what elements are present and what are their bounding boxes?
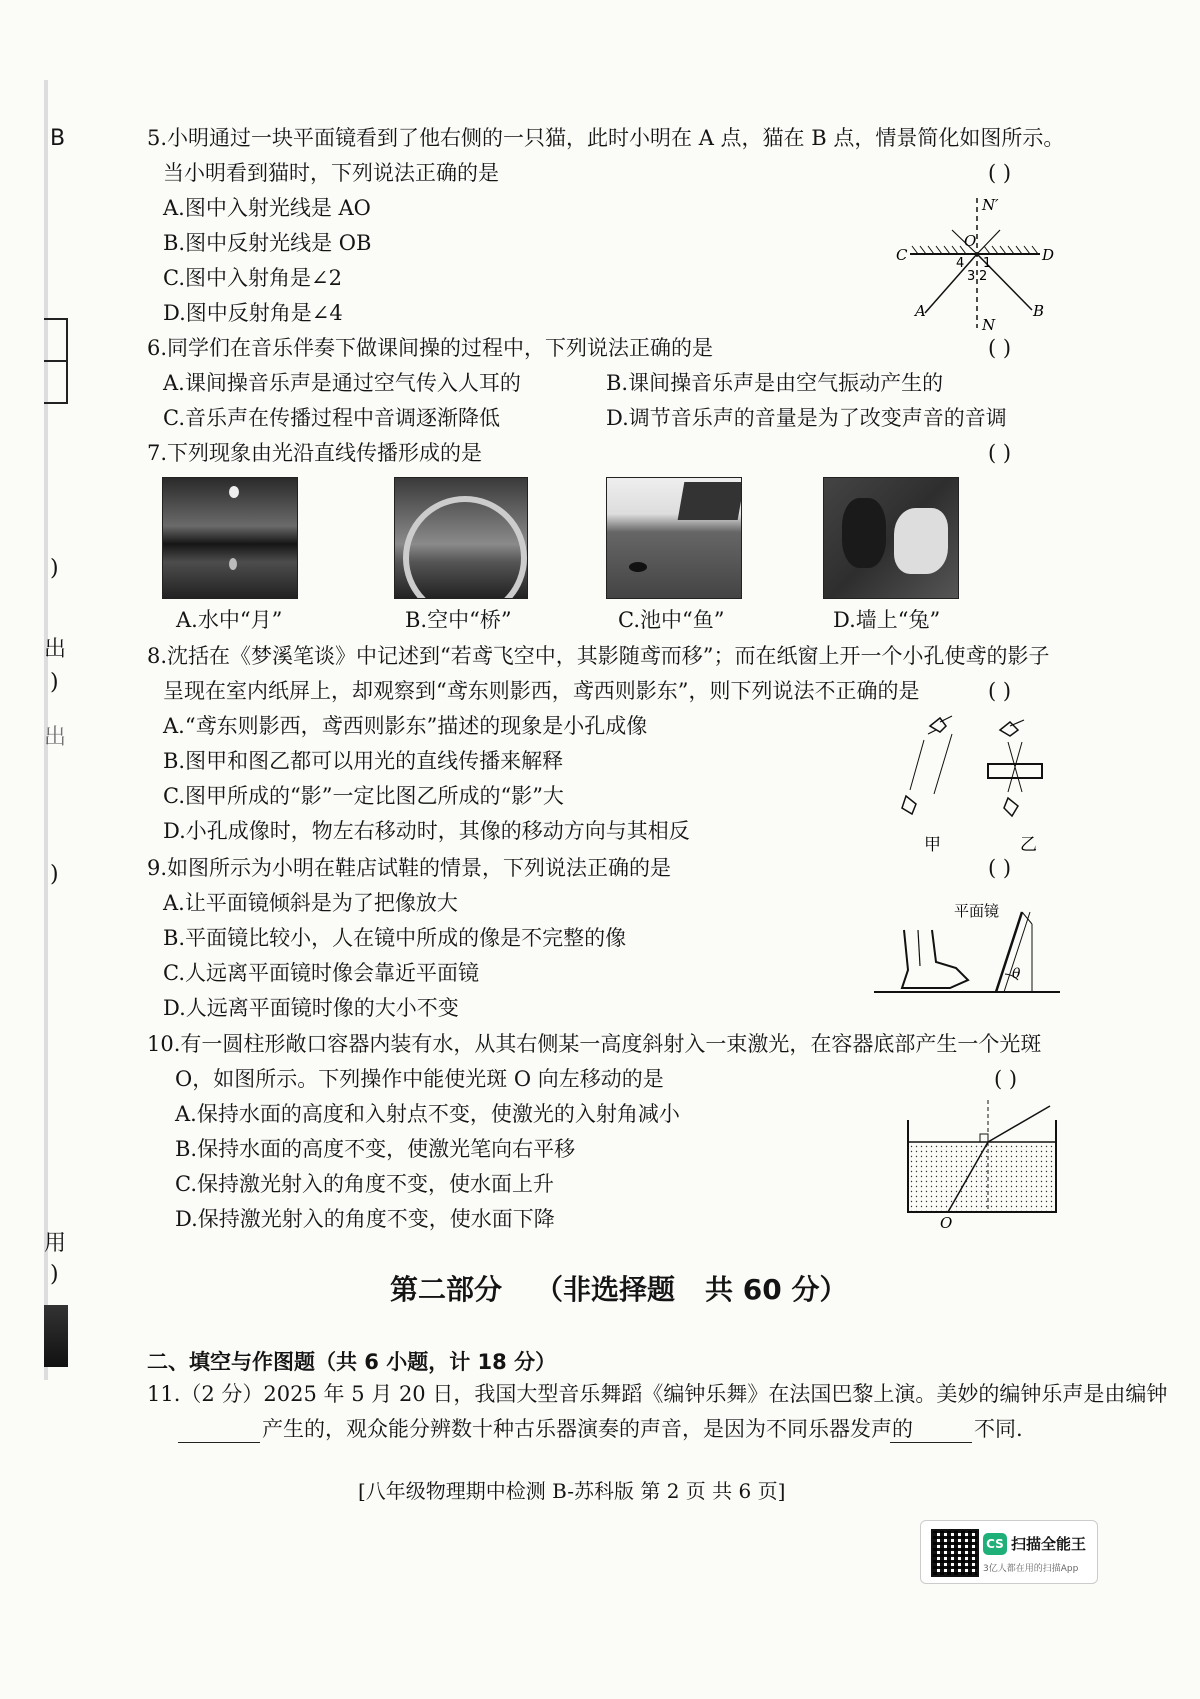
q8-stem-line1: 8.沈括在《梦溪笔谈》中记述到“若鸢飞空中，其影随鸢而移”；而在纸窗上开一个小孔使鸢的影子 <box>147 644 1050 668</box>
q11-stem-line2b: 不同. <box>974 1417 1023 1441</box>
q6-stem: 6.同学们在音乐伴奏下做课间操的过程中，下列说法正确的是 <box>147 336 714 360</box>
q7-caption-c: C.池中“鱼” <box>618 608 725 632</box>
q10-option-b: B.保持水面的高度不变，使激光笔向右平移 <box>175 1137 576 1161</box>
fish-shape <box>629 562 647 572</box>
q9-stem: 9.如图所示为小明在鞋店试鞋的情景，下列说法正确的是 <box>147 856 672 880</box>
q6-option-c: C.音乐声在传播过程中音调逐渐降低 <box>163 406 500 430</box>
margin-box-divider <box>44 360 66 362</box>
margin-dark-block <box>44 1305 68 1367</box>
moon-reflection-shape <box>229 558 237 570</box>
q9-option-d: D.人远离平面镜时像的大小不变 <box>163 996 459 1020</box>
scanner-app-name: 扫描全能王 <box>1011 1535 1087 1553</box>
margin-fragment: ) <box>50 1262 59 1287</box>
q10-fig-label-o: O <box>940 1214 953 1232</box>
q7-answer-paren: ( ) <box>988 441 1012 465</box>
margin-fragment: ) <box>50 670 59 695</box>
q5-fig-label-o: O <box>964 232 977 250</box>
q7-caption-b: B.空中“桥” <box>405 608 512 632</box>
q9-answer-paren: ( ) <box>988 856 1012 880</box>
q5-fig-label-angle-1: 1 <box>983 256 992 271</box>
q5-fig-label-angle-3: 3 <box>967 269 976 284</box>
q9-fig-label-mirror: 平面镜 <box>954 902 1000 920</box>
rainbow-arc <box>403 496 527 599</box>
q10-container-figure <box>900 1100 1060 1232</box>
q8-option-b: B.图甲和图乙都可以用光的直线传播来解释 <box>163 749 564 773</box>
margin-fragment: 用 <box>44 1231 67 1256</box>
binding-margin <box>0 0 70 1699</box>
q7-caption-d: D.墙上“兔” <box>833 608 941 632</box>
section2-heading: 二、填空与作图题（共 6 小题，计 18 分） <box>147 1350 557 1374</box>
q5-fig-label-b: B <box>1033 302 1045 320</box>
margin-fragment: ) <box>50 556 59 581</box>
q7-photo-fish-in-pond <box>606 477 742 599</box>
q10-option-a: A.保持水面的高度和入射点不变，使激光的入射角减小 <box>175 1102 680 1126</box>
scanner-app-tagline: 3亿人都在用的扫描App <box>983 1564 1079 1574</box>
q5-fig-label-a: A <box>915 302 926 320</box>
moon-shape <box>229 486 239 498</box>
q9-fig-label-theta: θ <box>1012 966 1021 982</box>
q8-option-d: D.小孔成像时，物左右移动时，其像的移动方向与其相反 <box>163 819 690 843</box>
scanner-logo-icon: CS <box>983 1533 1007 1555</box>
q7-caption-a: A.水中“月” <box>176 608 283 632</box>
q9-option-c: C.人远离平面镜时像会靠近平面镜 <box>163 961 479 985</box>
q8-answer-paren: ( ) <box>988 679 1012 703</box>
part2-title: 第二部分 <box>390 1273 503 1306</box>
q5-stem-line2: 当小明看到猫时，下列说法正确的是 <box>163 161 499 185</box>
q6-answer-paren: ( ) <box>988 336 1012 360</box>
q5-fig-label-d: D <box>1042 246 1055 264</box>
q6-option-d: D.调节音乐声的音量是为了改变声音的音调 <box>606 406 1007 430</box>
q10-option-d: D.保持激光射入的角度不变，使水面下降 <box>175 1207 555 1231</box>
q8-option-c: C.图甲所成的“影”一定比图乙所成的“影”大 <box>163 784 564 808</box>
q7-stem: 7.下列现象由光沿直线传播形成的是 <box>147 441 483 465</box>
q7-photo-rainbow <box>394 477 528 599</box>
q9-option-b: B.平面镜比较小，人在镜中所成的像是不完整的像 <box>163 926 627 950</box>
q6-option-b: B.课间操音乐声是由空气振动产生的 <box>606 371 944 395</box>
q5-fig-label-angle-2: 2 <box>979 269 988 284</box>
q10-stem-line2: O，如图所示。下列操作中能使光斑 O 向左移动的是 <box>175 1067 664 1091</box>
q5-option-d: D.图中反射角是∠4 <box>163 301 343 325</box>
shadow-rabbit-shape <box>842 498 886 568</box>
q8-fig-label-jia: 甲 <box>924 835 941 855</box>
qr-code-icon <box>931 1529 979 1577</box>
q5-option-a: A.图中入射光线是 AO <box>163 196 371 220</box>
q6-option-a: A.课间操音乐声是通过空气传入人耳的 <box>163 371 521 395</box>
scanner-watermark-badge <box>920 1520 1098 1584</box>
q11-stem-line2a: 产生的，观众能分辨数十种古乐器演奏的声音，是因为不同乐器发声的 <box>262 1417 913 1441</box>
q8-option-a: A.“鸢东则影西，鸢西则影东”描述的现象是小孔成像 <box>163 714 648 738</box>
q8-kite-figure <box>890 712 1060 857</box>
margin-fragment: 出 <box>44 637 67 662</box>
margin-fragment: B <box>50 126 66 151</box>
q7-photo-moon-reflection <box>162 477 298 599</box>
margin-fragment: 出 <box>44 725 67 750</box>
q5-answer-paren: ( ) <box>988 161 1012 185</box>
boat-shape <box>678 482 742 520</box>
q11-stem-line1: 11.（2 分）2025 年 5 月 20 日，我国大型音乐舞蹈《编钟乐舞》在法国巴黎上演。美妙的编钟乐声是由编钟 <box>147 1382 1168 1406</box>
q5-mirror-figure <box>890 188 1060 338</box>
margin-fragment: ) <box>50 862 59 887</box>
q5-fig-label-c: C <box>896 246 908 264</box>
part2-subtitle: （非选择题 <box>535 1273 676 1306</box>
q10-answer-paren: ( ) <box>994 1067 1018 1091</box>
q5-stem-line1: 5.小明通过一块平面镜看到了他右侧的一只猫，此时小明在 A 点，猫在 B 点，情景简化如图所示。 <box>147 126 1065 150</box>
q11-blank-1 <box>178 1420 260 1443</box>
q10-stem-line1: 10.有一圆柱形敞口容器内装有水，从其右侧某一高度斜射入一束激光，在容器底部产生一个光斑 <box>147 1032 1042 1056</box>
page-footer: [八年级物理期中检测 B-苏科版 第 2 页 共 6 页] <box>358 1479 786 1503</box>
q8-fig-label-yi: 乙 <box>1020 835 1037 855</box>
q5-fig-label-angle-4: 4 <box>956 256 965 271</box>
q7-photo-hand-shadow-rabbit <box>823 477 959 599</box>
q9-shoe-mirror-figure <box>872 900 1062 1000</box>
q10-option-c: C.保持激光射入的角度不变，使水面上升 <box>175 1172 554 1196</box>
part2-score: 共 60 分） <box>705 1273 848 1306</box>
q5-option-c: C.图中入射角是∠2 <box>163 266 342 290</box>
q5-fig-label-n-prime: N′ <box>982 196 999 214</box>
q5-option-b: B.图中反射光线是 OB <box>163 231 372 255</box>
q8-stem-line2: 呈现在室内纸屏上，却观察到“鸢东则影西，鸢西则影东”，则下列说法不正确的是 <box>163 679 920 703</box>
q11-blank-2 <box>890 1420 972 1443</box>
hand-shape <box>894 508 948 574</box>
q5-fig-label-n: N <box>982 316 996 334</box>
q9-option-a: A.让平面镜倾斜是为了把像放大 <box>163 891 458 915</box>
